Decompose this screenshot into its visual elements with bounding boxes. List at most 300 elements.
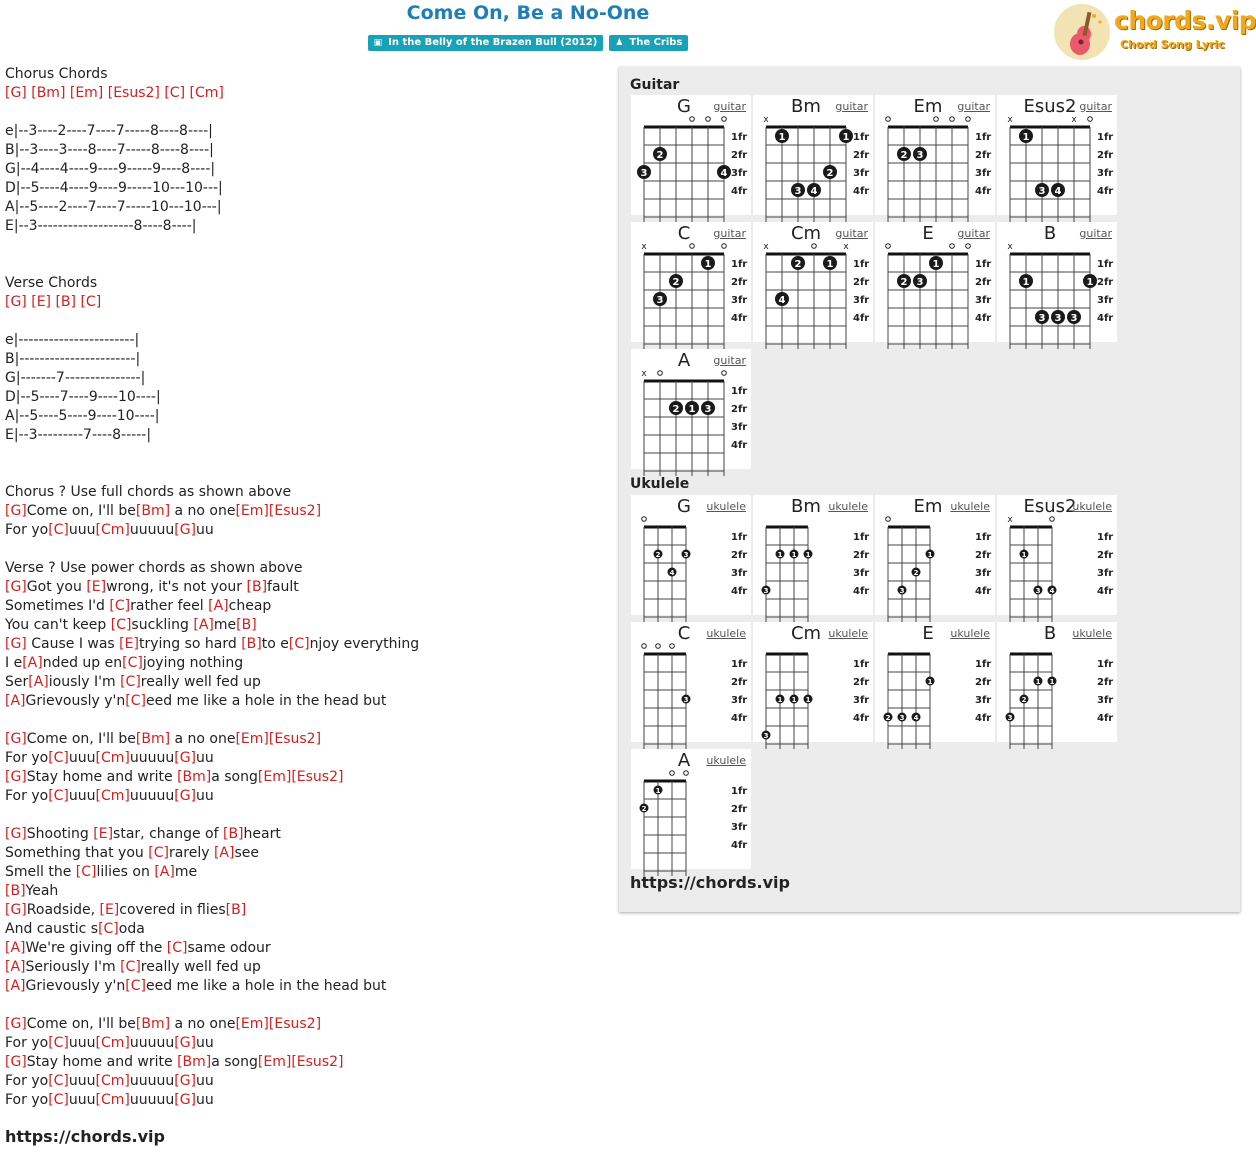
lyric-line xyxy=(5,84,605,103)
lyric-line: E|--3-------------------8----8----| xyxy=(5,218,197,234)
chord-diagrams-panel xyxy=(619,67,1240,912)
lyric-line xyxy=(5,236,605,255)
chord-card-a[interactable] xyxy=(631,749,751,869)
chord-token[interactable]: [Em] xyxy=(69,85,104,101)
lyric-line: [A]Grievously y'n[C]eed me like a hole in the head but xyxy=(5,693,387,709)
fret-label: 3fr xyxy=(731,822,748,833)
fret-label: 2fr xyxy=(1097,550,1114,561)
chord-token[interactable]: [C] xyxy=(48,1092,69,1108)
finger-number: 2 xyxy=(826,168,834,179)
chord-token[interactable]: [B] xyxy=(5,883,26,899)
instrument-link[interactable]: ukulele xyxy=(706,754,746,767)
fret-label: 1fr xyxy=(731,132,748,143)
guitar-section-title: Guitar xyxy=(630,77,680,93)
finger-number: 3 xyxy=(683,551,689,559)
lyric-line xyxy=(5,103,605,122)
finger-number: 3 xyxy=(1070,313,1078,324)
fret-label: 3fr xyxy=(975,168,992,179)
chord-diagram xyxy=(753,622,873,742)
chord-diagram xyxy=(631,95,751,215)
chord-token[interactable]: [G] xyxy=(5,503,27,519)
chord-token[interactable]: [Bm] xyxy=(177,1054,212,1070)
fret-label: 4fr xyxy=(1097,186,1114,197)
fret-label: 1fr xyxy=(1097,659,1114,670)
finger-number: 1 xyxy=(1049,678,1055,686)
open-string-marker xyxy=(886,517,891,522)
fret-label: 4fr xyxy=(731,713,748,724)
lyric-line xyxy=(5,540,605,559)
chord-card-esus2[interactable] xyxy=(997,95,1117,215)
fret-label: 3fr xyxy=(731,422,748,433)
open-string-marker xyxy=(886,244,891,249)
chord-token[interactable]: [Bm] xyxy=(135,1016,171,1032)
lyric-line xyxy=(5,293,605,312)
chord-token[interactable]: [A] xyxy=(22,655,43,671)
finger-number: 4 xyxy=(720,168,728,179)
chord-card-a[interactable] xyxy=(631,349,751,469)
chord-name: E xyxy=(922,623,934,644)
chord-token[interactable]: [A] xyxy=(193,617,214,633)
chord-card-cm[interactable] xyxy=(753,222,873,342)
chord-token[interactable]: [A] xyxy=(5,978,26,994)
open-string-marker xyxy=(934,117,939,122)
chord-token[interactable]: [Esus2] xyxy=(291,1054,344,1070)
chord-token[interactable]: [G] xyxy=(174,788,197,804)
fret-label: 3fr xyxy=(975,695,992,706)
chord-name: Bm xyxy=(791,496,821,517)
chord-token[interactable]: [G] xyxy=(174,522,197,538)
chord-card-e[interactable] xyxy=(875,622,995,742)
open-string-marker xyxy=(690,244,695,249)
fret-label: 2fr xyxy=(731,804,748,815)
finger-number: 3 xyxy=(916,150,924,161)
lyric-line: For yo[C]uuu[Cm]uuuuu[G]uu xyxy=(5,1092,214,1108)
fret-label: 3fr xyxy=(975,295,992,306)
finger-number: 3 xyxy=(794,186,802,197)
finger-number: 1 xyxy=(791,551,797,559)
finger-number: 1 xyxy=(1022,132,1030,143)
chord-card-c[interactable] xyxy=(631,622,751,742)
nut xyxy=(644,780,686,783)
chord-token[interactable]: [G] xyxy=(174,1035,197,1051)
fret-label: 1fr xyxy=(853,659,870,670)
chord-token[interactable]: [C] xyxy=(48,1035,69,1051)
finger-number: 1 xyxy=(1086,277,1094,288)
chord-token[interactable]: [C] xyxy=(110,617,132,633)
nut xyxy=(1010,126,1090,129)
chord-token[interactable]: [E] xyxy=(99,902,120,918)
chord-card-b[interactable] xyxy=(997,622,1117,742)
fret-label: 1fr xyxy=(731,386,748,397)
fret-label: 3fr xyxy=(731,568,748,579)
chord-token[interactable]: [C] xyxy=(48,1073,69,1089)
fret-label: 2fr xyxy=(1097,150,1114,161)
chord-name: A xyxy=(677,750,691,771)
chord-token[interactable]: [E] xyxy=(31,294,52,310)
fret-label: 4fr xyxy=(853,186,870,197)
chord-card-esus2[interactable] xyxy=(997,495,1117,615)
lyric-line: [G]Got you [E]wrong, it's not your [B]fault xyxy=(5,579,299,595)
lyric-line: [G]Shooting [E]star, change of [B]heart xyxy=(5,826,281,842)
nut xyxy=(766,253,846,256)
instrument-link[interactable]: ukulele xyxy=(1072,627,1112,640)
finger-number: 4 xyxy=(810,186,818,197)
fret-label: 1fr xyxy=(731,786,748,797)
fret-label: 4fr xyxy=(731,840,748,851)
instrument-link[interactable]: ukulele xyxy=(950,500,990,513)
chord-name: C xyxy=(677,223,691,244)
finger-number: 2 xyxy=(794,259,802,270)
finger-number: 2 xyxy=(656,150,664,161)
fret-label: 2fr xyxy=(731,677,748,688)
album-badge[interactable] xyxy=(368,35,604,51)
chord-token[interactable]: [B] xyxy=(236,617,257,633)
chord-token[interactable]: [Em] xyxy=(235,1016,269,1032)
ukulele-section-title: Ukulele xyxy=(630,476,690,492)
chord-name: C xyxy=(677,623,691,644)
fret-label: 2fr xyxy=(731,277,748,288)
chord-token[interactable]: [B] xyxy=(55,294,76,310)
lyric-line: [G]Come on, I'll be[Bm] a no one[Em][Esus2] xyxy=(5,731,322,747)
chord-token[interactable]: [Esus2] xyxy=(268,1016,322,1032)
open-string-marker xyxy=(658,371,663,376)
fret-label: 3fr xyxy=(853,695,870,706)
open-string-marker xyxy=(642,517,647,522)
chord-token[interactable]: [Esus2] xyxy=(107,85,160,101)
chord-token[interactable]: [Cm] xyxy=(95,522,130,538)
chord-token[interactable]: [A] xyxy=(154,864,175,880)
chord-token[interactable]: [C] xyxy=(166,940,188,956)
fret-label: 2fr xyxy=(731,404,748,415)
chord-token[interactable]: [G] xyxy=(174,750,197,766)
site-logo[interactable] xyxy=(1054,2,1256,62)
instrument-link[interactable]: guitar xyxy=(835,227,868,240)
chord-token[interactable]: [Bm] xyxy=(135,503,171,519)
finger-number: 1 xyxy=(805,551,811,559)
chord-token[interactable]: [E] xyxy=(119,636,139,652)
lyric-line: [G]Stay home and write [Bm]a song[Em][Esus2] xyxy=(5,769,344,785)
chord-card-e[interactable] xyxy=(875,222,995,342)
lyric-line: [A]We're giving off the [C]same odour xyxy=(5,940,271,956)
album-label: In the Belly of the Brazen Bull (2012) xyxy=(388,37,598,48)
chord-token[interactable]: [G] xyxy=(5,769,27,785)
lyric-line: Sometimes I'd [C]rather feel [A]cheap xyxy=(5,598,272,614)
fret-label: 4fr xyxy=(1097,586,1114,597)
chord-token[interactable]: [Cm] xyxy=(95,1073,130,1089)
finger-number: 1 xyxy=(932,259,940,270)
lyric-line: Something that you [C]rarely [A]see xyxy=(5,845,260,861)
chord-token[interactable]: [C] xyxy=(122,655,143,671)
chord-token[interactable]: [G] xyxy=(5,731,27,747)
chord-diagram xyxy=(875,222,995,342)
chord-token[interactable]: [C] xyxy=(48,750,69,766)
chord-token[interactable]: [C] xyxy=(125,693,146,709)
instrument-link[interactable]: ukulele xyxy=(950,627,990,640)
nut xyxy=(766,526,808,529)
fret-label: 4fr xyxy=(1097,713,1114,724)
book-icon: ▣ xyxy=(373,38,383,48)
chord-token[interactable]: [A] xyxy=(5,940,26,956)
fret-label: 3fr xyxy=(731,695,748,706)
lyric-line: [A]Seriously I'm [C]really well fed up xyxy=(5,959,261,975)
chord-card-em[interactable] xyxy=(875,95,995,215)
fret-label: 1fr xyxy=(731,659,748,670)
fret-label: 3fr xyxy=(1097,168,1114,179)
instrument-link[interactable]: ukulele xyxy=(828,627,868,640)
fret-label: 2fr xyxy=(975,550,992,561)
panel-site-link[interactable]: https://chords.vip xyxy=(630,873,790,892)
chord-token[interactable]: [B] xyxy=(225,902,247,918)
fret-label: 3fr xyxy=(975,568,992,579)
instrument-link[interactable]: guitar xyxy=(1079,100,1112,113)
chord-token[interactable]: [B] xyxy=(246,579,268,595)
chord-token[interactable]: [G] xyxy=(5,579,27,595)
fret-label: 3fr xyxy=(853,568,870,579)
chord-token[interactable]: [C] xyxy=(164,85,186,101)
lyric-line xyxy=(5,806,605,825)
chord-token[interactable]: [C] xyxy=(75,864,97,880)
chord-token[interactable]: [Em] xyxy=(257,1054,292,1070)
lyric-line: D|--5----7----9----10----| xyxy=(5,389,161,405)
fret-label: 4fr xyxy=(853,586,870,597)
instrument-link[interactable]: ukulele xyxy=(828,500,868,513)
muted-string-marker: x xyxy=(1007,242,1013,252)
open-string-marker xyxy=(684,771,689,776)
open-string-marker xyxy=(722,117,727,122)
instrument-link[interactable]: guitar xyxy=(713,100,746,113)
footer-site-link[interactable]: https://chords.vip xyxy=(5,1127,165,1146)
chord-token[interactable]: [A] xyxy=(208,598,229,614)
finger-number: 2 xyxy=(672,277,680,288)
finger-number: 1 xyxy=(1021,551,1027,559)
finger-number: 4 xyxy=(1049,587,1055,595)
chord-token[interactable]: [G] xyxy=(174,1092,197,1108)
chord-diagram xyxy=(631,349,751,469)
nut xyxy=(644,526,686,529)
chord-token[interactable]: [Em] xyxy=(235,731,269,747)
lyric-line: For yo[C]uuu[Cm]uuuuu[G]uu xyxy=(5,788,214,804)
chord-card-b[interactable] xyxy=(997,222,1117,342)
finger-number: 2 xyxy=(900,150,908,161)
chord-card-g[interactable] xyxy=(631,95,751,215)
fret-label: 1fr xyxy=(1097,259,1114,270)
lyric-line: And caustic s[C]oda xyxy=(5,921,145,937)
lyric-line: I e[A]nded up en[C]joying nothing xyxy=(5,655,244,671)
chord-card-em[interactable] xyxy=(875,495,995,615)
chord-token[interactable]: [G] xyxy=(5,636,27,652)
chord-diagram xyxy=(997,622,1117,742)
finger-number: 4 xyxy=(913,714,919,722)
finger-number: 2 xyxy=(1021,696,1027,704)
chord-token[interactable]: [A] xyxy=(28,674,49,690)
fret-label: 3fr xyxy=(731,168,748,179)
chord-card-bm[interactable] xyxy=(753,495,873,615)
chord-token[interactable]: [Em] xyxy=(235,503,269,519)
fret-label: 3fr xyxy=(853,168,870,179)
instrument-link[interactable]: ukulele xyxy=(1072,500,1112,513)
nut xyxy=(1010,526,1052,529)
chord-token[interactable]: [G] xyxy=(174,1073,197,1089)
finger-number: 1 xyxy=(927,678,933,686)
chord-token[interactable]: [C] xyxy=(109,598,131,614)
finger-number: 1 xyxy=(842,132,850,143)
chord-token[interactable]: [A] xyxy=(5,959,26,975)
chord-token[interactable]: [C] xyxy=(98,921,119,937)
lyric-line: B|--3----3----8----7-----8----8----| xyxy=(5,142,214,158)
finger-number: 1 xyxy=(927,551,933,559)
chord-token[interactable]: [G] xyxy=(5,902,27,918)
chord-token[interactable]: [Bm] xyxy=(31,85,66,101)
fret-label: 4fr xyxy=(975,313,992,324)
nut xyxy=(888,253,968,256)
fret-label: 2fr xyxy=(975,150,992,161)
finger-number: 2 xyxy=(913,569,919,577)
lyric-line: Verse ? Use power chords as shown above xyxy=(5,560,303,576)
lyric-line: [B]Yeah xyxy=(5,883,59,899)
logo-text: chords.vip xyxy=(1114,6,1256,35)
user-icon: ♟ xyxy=(615,38,624,48)
lyric-line: A|--5----5----9----10----| xyxy=(5,408,160,424)
lyric-line: Ser[A]iously I'm [C]really well fed up xyxy=(5,674,261,690)
lyric-line: For yo[C]uuu[Cm]uuuuu[G]uu xyxy=(5,522,214,538)
chord-name: Bm xyxy=(791,96,821,117)
lyric-line xyxy=(5,996,605,1015)
muted-string-marker: x xyxy=(763,115,769,125)
chord-token[interactable]: [C] xyxy=(48,522,69,538)
finger-number: 3 xyxy=(683,696,689,704)
chord-token[interactable]: [E] xyxy=(93,826,114,842)
chord-diagram xyxy=(997,95,1117,215)
chord-name: A xyxy=(677,350,691,371)
fret-label: 1fr xyxy=(731,532,748,543)
fret-label: 4fr xyxy=(731,440,748,451)
lyric-line: D|--5----4----9----9-----10---10---| xyxy=(5,180,223,196)
instrument-link[interactable]: guitar xyxy=(1079,227,1112,240)
chord-card-cm[interactable] xyxy=(753,622,873,742)
chord-token[interactable]: [Esus2] xyxy=(268,731,322,747)
chord-token[interactable]: [Esus2] xyxy=(291,769,344,785)
chord-card-c[interactable] xyxy=(631,222,751,342)
instrument-link[interactable]: guitar xyxy=(957,227,990,240)
chord-token[interactable]: [Bm] xyxy=(177,769,212,785)
chord-token[interactable]: [G] xyxy=(5,294,27,310)
lyric-line: [A]Grievously y'n[C]eed me like a hole in the head but xyxy=(5,978,387,994)
chord-diagram xyxy=(753,495,873,615)
chord-token[interactable]: [C] xyxy=(288,636,310,652)
chord-name: Cm xyxy=(790,223,822,244)
fret-label: 2fr xyxy=(853,550,870,561)
lyric-line xyxy=(5,312,605,331)
instrument-link[interactable]: ukulele xyxy=(706,627,746,640)
instrument-link[interactable]: guitar xyxy=(713,354,746,367)
fret-label: 2fr xyxy=(975,677,992,688)
nut xyxy=(644,380,724,383)
chord-token[interactable]: [Esus2] xyxy=(268,503,322,519)
chord-token[interactable]: [C] xyxy=(48,788,69,804)
open-string-marker xyxy=(722,371,727,376)
finger-number: 3 xyxy=(640,168,648,179)
chord-token[interactable]: [C] xyxy=(120,674,141,690)
chord-token[interactable]: [C] xyxy=(80,294,102,310)
finger-number: 1 xyxy=(655,787,661,795)
lyric-line: Smell the [C]lilies on [A]me xyxy=(5,864,198,880)
fret-label: 4fr xyxy=(853,313,870,324)
lyric-line: Chorus ? Use full chords as shown above xyxy=(5,484,292,500)
chord-diagram xyxy=(753,95,873,215)
finger-number: 1 xyxy=(1035,678,1041,686)
chord-card-g[interactable] xyxy=(631,495,751,615)
chord-token[interactable]: [C] xyxy=(120,959,141,975)
chord-name: B xyxy=(1043,623,1057,644)
nut xyxy=(766,126,846,129)
chord-token[interactable]: [A] xyxy=(5,693,26,709)
finger-number: 4 xyxy=(1054,186,1062,197)
lyric-line: [G]Stay home and write [Bm]a song[Em][Esus2] xyxy=(5,1054,344,1070)
logo-subtitle: Chord Song Lyric xyxy=(1120,38,1225,51)
lyric-line: [G]Come on, I'll be[Bm] a no one[Em][Esus2] xyxy=(5,503,322,519)
chord-token[interactable]: [Cm] xyxy=(189,85,224,101)
open-string-marker xyxy=(656,644,661,649)
lyric-line: E|--3---------7----8-----| xyxy=(5,427,152,443)
chord-diagram xyxy=(631,622,751,742)
chord-token[interactable]: [A] xyxy=(213,845,235,861)
fret-label: 4fr xyxy=(1097,313,1114,324)
muted-string-marker: x xyxy=(1007,115,1013,125)
chord-name: E xyxy=(922,223,934,244)
finger-number: 2 xyxy=(885,714,891,722)
chord-token[interactable]: [Cm] xyxy=(95,1092,130,1108)
chord-token[interactable]: [G] xyxy=(5,1054,27,1070)
chord-token[interactable]: [C] xyxy=(148,845,169,861)
chord-name: Esus2 xyxy=(1023,496,1077,517)
chord-diagram xyxy=(997,495,1117,615)
lyric-line: For yo[C]uuu[Cm]uuuuu[G]uu xyxy=(5,1035,214,1051)
chord-token[interactable]: [B] xyxy=(222,826,244,842)
chord-token[interactable]: [B] xyxy=(241,636,262,652)
chord-card-bm[interactable] xyxy=(753,95,873,215)
chord-token[interactable]: [Cm] xyxy=(95,750,130,766)
instrument-link[interactable]: guitar xyxy=(835,100,868,113)
chord-token[interactable]: [C] xyxy=(125,978,146,994)
fret-label: 1fr xyxy=(853,132,870,143)
chord-diagram xyxy=(753,222,873,342)
chord-diagram xyxy=(875,95,995,215)
muted-string-marker: x xyxy=(763,242,769,252)
chord-token[interactable]: [Bm] xyxy=(135,731,171,747)
chord-token[interactable]: [E] xyxy=(86,579,107,595)
instrument-link[interactable]: guitar xyxy=(713,227,746,240)
finger-number: 4 xyxy=(778,295,786,306)
instrument-link[interactable]: guitar xyxy=(957,100,990,113)
fret-label: 4fr xyxy=(731,186,748,197)
fret-label: 1fr xyxy=(853,259,870,270)
chord-name: Esus2 xyxy=(1023,96,1077,117)
chord-token[interactable]: [G] xyxy=(5,1016,27,1032)
chord-token[interactable]: [Em] xyxy=(257,769,292,785)
muted-string-marker: x xyxy=(843,242,849,252)
artist-badge[interactable] xyxy=(609,35,688,51)
chord-token[interactable]: [G] xyxy=(5,826,27,842)
fret-label: 4fr xyxy=(975,713,992,724)
chord-token[interactable]: [Cm] xyxy=(95,1035,130,1051)
chord-token[interactable]: [Cm] xyxy=(95,788,130,804)
fret-label: 2fr xyxy=(731,150,748,161)
fret-label: 2fr xyxy=(853,150,870,161)
finger-number: 3 xyxy=(899,587,905,595)
fret-label: 3fr xyxy=(1097,295,1114,306)
instrument-link[interactable]: ukulele xyxy=(706,500,746,513)
chord-token[interactable]: [G] xyxy=(5,85,27,101)
